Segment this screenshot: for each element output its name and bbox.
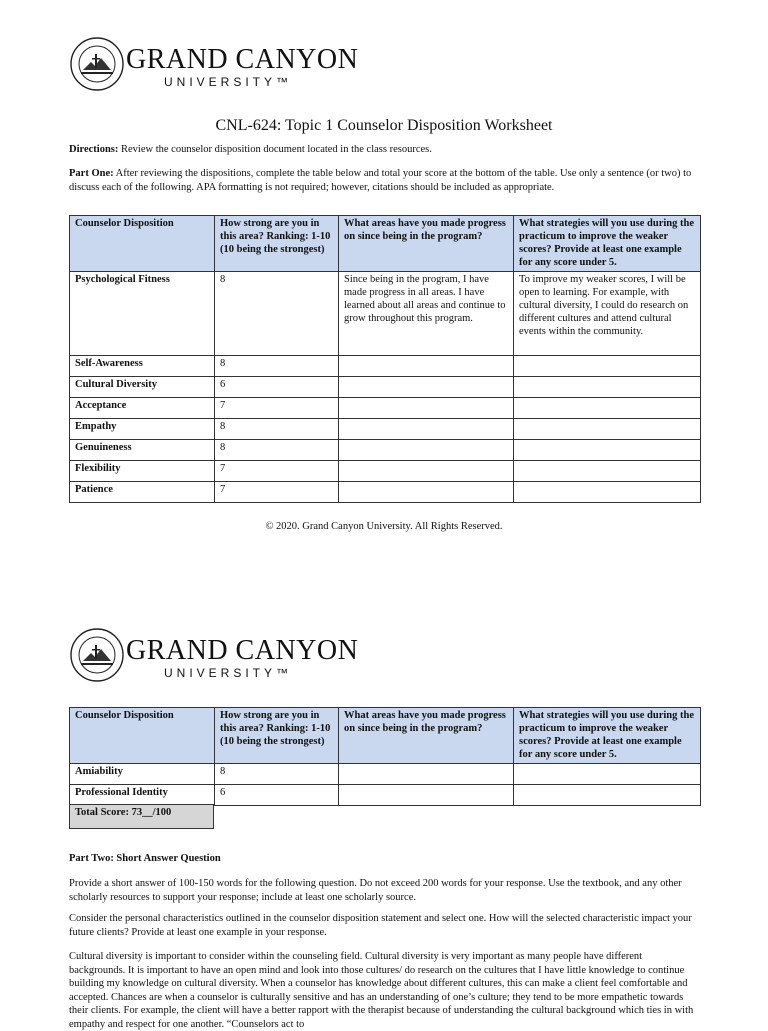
score-cell: 8 [215, 440, 339, 461]
disposition-cell: Professional Identity [70, 785, 215, 806]
disposition-cell: Amiability [70, 764, 215, 785]
strategies-cell [514, 419, 701, 440]
disposition-cell: Cultural Diversity [70, 377, 215, 398]
disposition-table-1 [69, 215, 701, 503]
part-two-instructions: Provide a short answer of 100-150 words for the following question. Do not exceed 200 words for your response. Use the textbook, and any other scholarly resources to support your response; include at least one scholarly source. [69, 878, 682, 903]
score-cell: 8 [215, 272, 339, 356]
table-row [70, 356, 701, 377]
university-seal-icon [69, 36, 125, 92]
disposition-table-2 [69, 707, 701, 806]
table-row [70, 482, 701, 503]
part-two-heading: Part Two: Short Answer Question [69, 853, 221, 864]
strategies-cell [514, 764, 701, 785]
brand-subtitle: UNIVERSITY™ [164, 666, 293, 680]
disposition-cell: Acceptance [70, 398, 215, 419]
progress-cell [339, 398, 514, 419]
disposition-cell: Flexibility [70, 461, 215, 482]
table-header-row [70, 216, 701, 272]
strategies-cell [514, 377, 701, 398]
progress-cell [339, 482, 514, 503]
directions-label: Directions: [69, 144, 119, 155]
directions-text: Review the counselor disposition document located in the class resources. [118, 144, 432, 155]
progress-cell [339, 356, 514, 377]
score-cell: 6 [215, 785, 339, 806]
score-cell: 7 [215, 482, 339, 503]
progress-cell [339, 377, 514, 398]
strategies-cell [514, 356, 701, 377]
copyright-notice: © 2020. Grand Canyon University. All Rights Reserved. [265, 521, 503, 532]
score-cell: 6 [215, 377, 339, 398]
table-header-row [70, 708, 701, 764]
strategies-cell [514, 785, 701, 806]
header-strategies: What strategies will you use during the practicum to improve the weaker scores? Provide at least one example for any score under 5. [514, 708, 701, 764]
disposition-cell: Empathy [70, 419, 215, 440]
table-row [70, 377, 701, 398]
part-one-text: After reviewing the dispositions, complete the table below and total your score at the bottom of the table. Use only a sentence (or two) to discuss each of the following. APA formatting is not required; however, citations should be included as appropriate. [69, 168, 692, 193]
header-strategies: What strategies will you use during the practicum to improve the weaker scores? Provide at least one example for any score under 5. [514, 216, 701, 272]
strategies-cell [514, 398, 701, 419]
page-title: CNL-624: Topic 1 Counselor Disposition Worksheet [215, 117, 553, 134]
university-logo [69, 627, 359, 691]
part-two-answer: Cultural diversity is important to consider within the counseling field. Cultural diversity is very important as many people have different backgrounds. It is important to have an open mind and look into those cultures/ do research on the cultures that I have little knowledge to continue building my knowledge on cultural diversity. When a counselor has knowledge about different cultures, this can make a client feel comfortable and accepted. Chances are when a counselor is culturally sensitive and has an understanding of one’s culture; they tend to be more empathetic towards their clients. For example, the client will have a better rapport with the therapist because of understanding the cultural background which ties in with empathy and respect for one another. “Counselors act to [69, 951, 694, 1030]
table-row [70, 272, 701, 356]
brand-name: GRAND CANYON [126, 635, 359, 666]
score-cell: 7 [215, 398, 339, 419]
table-row [70, 764, 701, 785]
header-ranking: How strong are you in this area? Ranking: 1-10 (10 being the strongest) [215, 216, 339, 272]
table-row [70, 398, 701, 419]
strategies-cell [514, 440, 701, 461]
disposition-cell: Genuineness [70, 440, 215, 461]
part-two-question: Consider the personal characteristics outlined in the counselor disposition statement and select one. How will the selected characteristic impact your future clients? Provide at least one example in your response. [69, 913, 692, 938]
score-cell: 8 [215, 356, 339, 377]
header-ranking: How strong are you in this area? Ranking: 1-10 (10 being the strongest) [215, 708, 339, 764]
brand-name: GRAND CANYON [126, 44, 359, 75]
brand-subtitle: UNIVERSITY™ [164, 75, 293, 89]
table-row [70, 785, 701, 806]
disposition-cell: Self-Awareness [70, 356, 215, 377]
progress-cell [339, 440, 514, 461]
progress-cell [339, 785, 514, 806]
header-disposition: Counselor Disposition [70, 216, 215, 272]
progress-cell [339, 764, 514, 785]
strategies-cell [514, 482, 701, 503]
header-disposition: Counselor Disposition [70, 708, 215, 764]
score-cell: 8 [215, 764, 339, 785]
strategies-cell: To improve my weaker scores, I will be open to learning. For example, with cultural diversity, I could do research on different cultures and attend cultural events within the community. [514, 272, 701, 356]
progress-cell [339, 419, 514, 440]
strategies-cell [514, 461, 701, 482]
university-seal-icon [69, 627, 125, 683]
table-row [70, 461, 701, 482]
score-cell: 8 [215, 419, 339, 440]
header-progress: What areas have you made progress on since being in the program? [339, 216, 514, 272]
table-row [70, 419, 701, 440]
total-score: Total Score: 73__/100 [69, 804, 214, 829]
part-one-label: Part One: [69, 168, 114, 179]
table-row [70, 440, 701, 461]
university-logo [69, 36, 359, 100]
part-one-paragraph [69, 167, 699, 194]
progress-cell [339, 461, 514, 482]
header-progress: What areas have you made progress on since being in the program? [339, 708, 514, 764]
directions-paragraph [69, 143, 699, 157]
score-cell: 7 [215, 461, 339, 482]
progress-cell: Since being in the program, I have made progress in all areas. I have learned about all areas and continue to grow throughout this program. [339, 272, 514, 356]
disposition-cell: Patience [70, 482, 215, 503]
disposition-cell: Psychological Fitness [70, 272, 215, 356]
